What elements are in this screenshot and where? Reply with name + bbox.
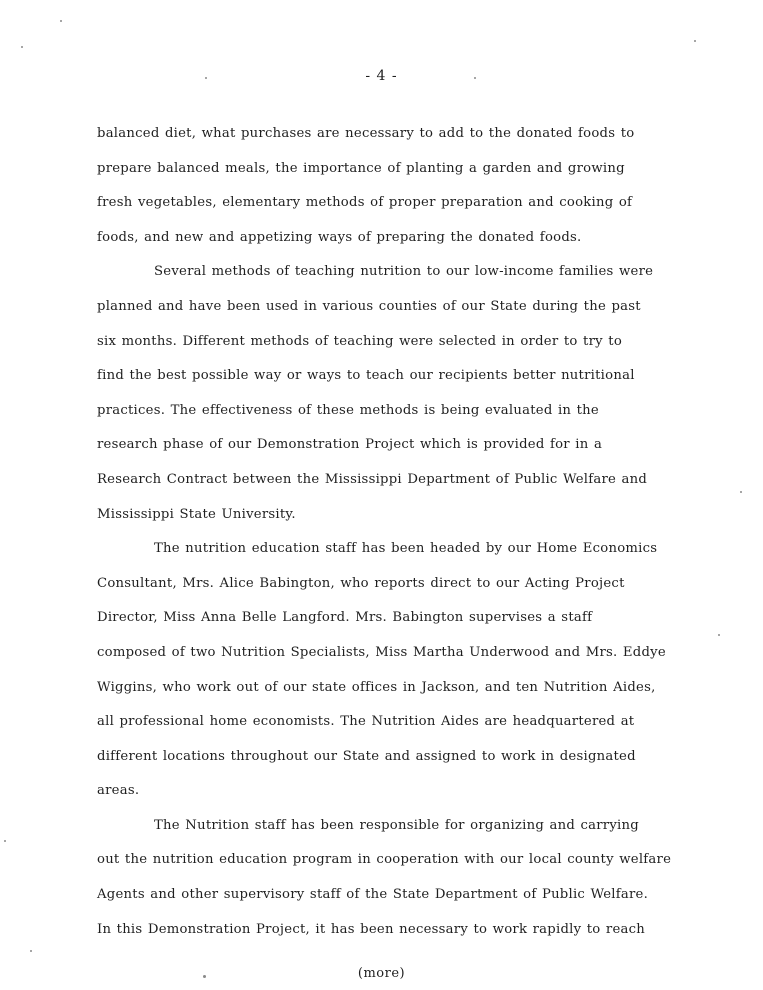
text-line: practices. The effectiveness of these methods is being evaluated in the (97, 402, 599, 418)
continued-marker: (more) (357, 966, 406, 981)
text-line: different locations throughout our State and assigned to work in designated (97, 748, 636, 764)
scan-speck (60, 20, 62, 22)
text-line: six months. Different methods of teaching were selected in order to try to (97, 333, 623, 349)
paragraph-first-line: Several methods of teaching nutrition to our low-income families were (154, 264, 654, 280)
text-line: fresh vegetables, elementary methods of proper preparation and cooking of (97, 195, 633, 211)
text-line: Mississippi State University. (97, 506, 296, 522)
text-line: balanced diet, what purchases are necessary to add to the donated foods to (97, 126, 635, 141)
text-line: prepare balanced meals, the importance of planting a garden and growing (97, 160, 625, 176)
text-line: composed of two Nutrition Specialists, Miss Martha Underwood and Mrs. Eddye (97, 644, 666, 660)
scan-speck (4, 840, 6, 842)
text-line: Agents and other supervisory staff of the State Department of Public Welfare. (97, 887, 649, 903)
text-line: Consultant, Mrs. Alice Babington, who reports direct to our Acting Project (97, 575, 625, 591)
paragraph-first-line: The Nutrition staff has been responsible for organizing and carrying (154, 817, 639, 833)
scan-speck (203, 975, 206, 978)
text-line: out the nutrition education program in cooperation with our local county welfare (97, 852, 672, 868)
text-line: foods, and new and appetizing ways of preparing the donated foods. (97, 229, 582, 245)
paragraph-first-line: The nutrition education staff has been headed by our Home Economics (154, 541, 658, 557)
scan-speck (21, 46, 23, 48)
scan-speck (474, 77, 476, 79)
scan-speck (205, 77, 207, 79)
text-line: Wiggins, who work out of our state offices in Jackson, and ten Nutrition Aides, (97, 679, 656, 695)
scan-speck (740, 491, 742, 493)
body-text (97, 117, 707, 947)
text-line: all professional home economists. The Nutrition Aides are headquartered at (97, 714, 635, 730)
text-line: Research Contract between the Mississippi Department of Public Welfare and (97, 471, 648, 487)
text-line: areas. (97, 783, 140, 799)
scan-speck (718, 634, 720, 636)
text-line: In this Demonstration Project, it has been necessary to work rapidly to reach (97, 921, 646, 937)
page-number: - 4 - (365, 68, 398, 84)
scan-speck (30, 950, 32, 952)
text-line: planned and have been used in various counties of our State during the past (97, 298, 641, 314)
text-line: find the best possible way or ways to teach our recipients better nutritional (97, 368, 635, 384)
text-line: research phase of our Demonstration Project which is provided for in a (97, 437, 603, 453)
text-line: Director, Miss Anna Belle Langford. Mrs. Babington supervises a staff (97, 610, 593, 626)
scan-speck (694, 40, 696, 42)
